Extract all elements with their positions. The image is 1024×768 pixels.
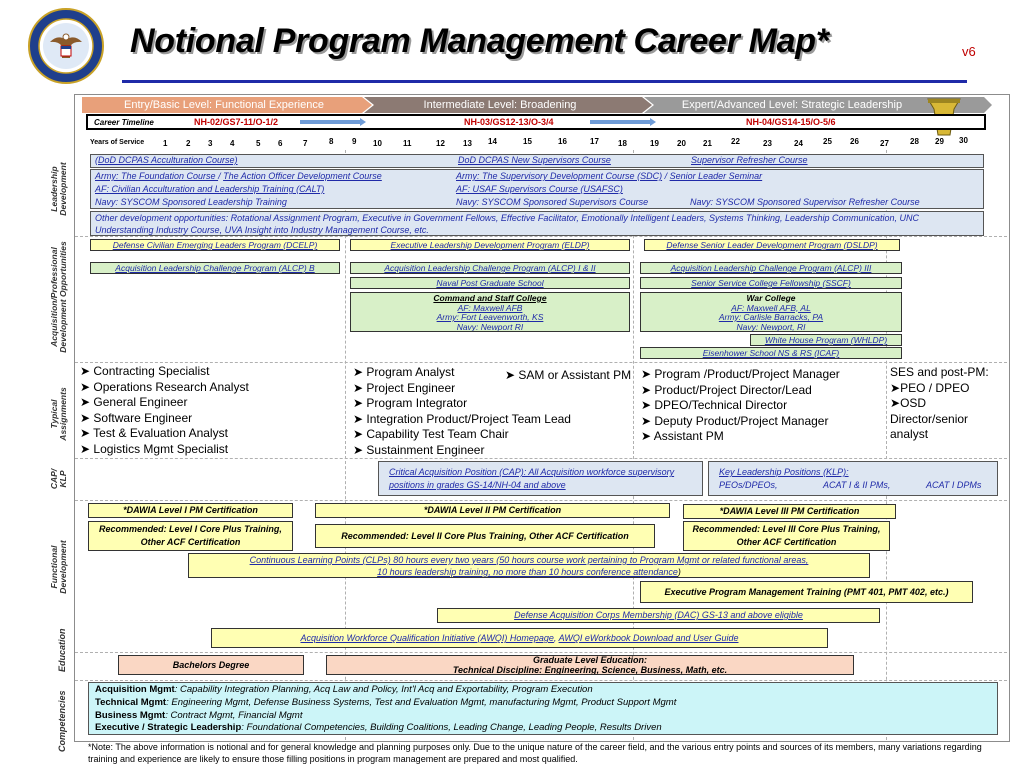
alcp-i-ii-link[interactable]: Acquisition Leadership Challenge Program (ALCP) I & II [350,262,630,274]
dawia-level2: *DAWIA Level II PM Certification [315,503,670,518]
year-23: 23 [763,139,772,148]
csc-title: Command and Staff College [433,293,547,303]
year-15: 15 [523,137,532,146]
year-3: 3 [208,139,213,148]
csc-army-link[interactable]: Army: Fort Leavenworth, KS [436,312,544,322]
career-timeline-label: Career Timeline [94,118,154,127]
year-11: 11 [403,139,412,148]
phase-expert: Expert/Advanced Level: Strategic Leadership [681,99,903,111]
cap-link[interactable]: Critical Acquisition Position (CAP): All Acquisition workforce supervisory positions in grades GS-14/NH-04 and above [378,461,703,496]
npgs-link[interactable]: Naval Post Graduate School [350,277,630,289]
assignment-item: ➤ Operations Research Analyst [80,379,249,394]
graduate-title: Graduate Level Education: [532,655,648,665]
grid-divider-h6 [75,680,1007,681]
year-21: 21 [703,139,712,148]
assignment-item: ➤ Contracting Specialist [80,364,210,378]
clp-line1[interactable]: Continuous Learning Points (CLPs) 80 hours every two years (50 hours course work pertaining to Program Mgmt or related functional areas, [249,555,809,565]
whldp-link[interactable]: White House Program (WHLDP) [750,334,902,346]
assignment-item: ➤ Capability Test Team Chair [353,427,509,441]
year-9: 9 [352,137,357,146]
year-26: 26 [850,137,859,146]
year-17: 17 [590,137,599,146]
grid-divider-h3 [75,458,1007,459]
af-usafsc-link[interactable]: AF: USAF Supervisors Course (USAFSC) [456,184,623,194]
af-calt-link[interactable]: AF: Civilian Acculturation and Leadership Training (CALT) [95,184,325,194]
assignment-item: ➤ Test & Evaluation Analyst [80,426,228,440]
navy-refresher-course: Navy: SYSCOM Sponsored Supervisor Refresher Course [690,197,920,207]
alcp-b-link[interactable]: Acquisition Leadership Challenge Program (ALCP) B [90,262,340,274]
awqi-box: Acquisition Workforce Qualification Initiative (AWQI) Homepage, AWQI eWorkbook Download and User Guide [211,628,828,648]
year-12: 12 [436,139,445,148]
assignment-sam: ➤ SAM or Assistant PM [505,368,632,382]
sscf-link[interactable]: Senior Service College Fellowship (SSCF) [640,277,902,289]
grid-divider-h1 [75,236,1007,237]
year-1: 1 [163,139,168,148]
year-27: 27 [880,139,889,148]
army-action-officer-link[interactable]: The Action Officer Development Course [223,171,382,181]
year-5: 5 [256,139,261,148]
year-2: 2 [186,139,191,148]
year-7: 7 [303,139,308,148]
year-18: 18 [618,139,627,148]
icaf-link[interactable]: Eisenhower School NS & RS (ICAF) [640,347,902,359]
assignments-entry-list [80,364,249,457]
executive-pm-training: Executive Program Management Training (PMT 401, PMT 402, etc.) [640,581,973,603]
grade-expert: NH-04/GS14-15/O-5/6 [746,117,836,127]
year-28: 28 [910,137,919,146]
assignment-item: ➤ Product/Project Director/Lead [641,382,812,397]
graduate-education-box [326,655,854,675]
wc-army-link[interactable]: Army: Carlisle Barracks, PA [718,312,824,322]
wc-title: War College [746,293,796,303]
graduate-detail: Technical Discipline: Engineering, Science, Business, Math, etc. [452,664,728,675]
assignment-item: ➤ Assistant PM [641,429,724,443]
dod-seal-logo [28,8,104,84]
recommended-level3: Recommended: Level III Core Plus Training, Other ACF Certification [683,521,890,551]
footnote: *Note: The above information is notional and for general knowledge and planning purposes only. Due to the unique nature of the career field, and the various entry points and sources of its members, many variations regarding training and experience are likely to ensure those filling positions in program management are prepared and most qualified. [88,742,982,764]
wc-navy-link[interactable]: Navy: Newport, RI [736,321,806,332]
recommended-level2: Recommended: Level II Core Plus Training, Other ACF Certification [315,524,655,548]
year-24: 24 [794,139,803,148]
clp-line2[interactable]: 10 hours leadership training, no more than 10 hours conference attendance [377,567,678,577]
page-title: Notional Program Management Career Map* [130,22,829,60]
year-8: 8 [329,137,334,146]
grade-intermediate: NH-03/GS12-13/O-3/4 [464,117,554,127]
assignment-item: ➤ Program Analyst [353,365,455,379]
klp-acat-pms: ACAT I & II PMs, [823,480,891,490]
dcelp-link[interactable]: Defense Civilian Emerging Leaders Program (DCELP) [90,239,340,251]
dsldp-link[interactable]: Defense Senior Leader Development Program (DSLDP) [644,239,900,251]
assignment-item: ➤ Project Engineer [353,380,456,395]
competency-acquisition-mgmt: Acquisition Mgmt: Capability Integration Planning, Acq Law and Policy, Int'l Acq and Exportability, Program Execution [95,684,593,695]
recommended-level1: Recommended: Level I Core Plus Training, Other ACF Certification [88,521,293,551]
phase-intermediate: Intermediate Level: Broadening [423,99,577,111]
competency-technical-mgmt: Technical Mgmt: Engineering Mgmt, Defense Business Systems, Test and Evaluation Mgmt, manufacturing Mgmt, Product Support Mgmt [95,696,677,708]
bachelors-degree: Bachelors Degree [118,655,304,675]
year-22: 22 [731,137,740,146]
command-staff-college-box [350,292,630,332]
grid-divider-h5 [75,652,1007,653]
assignments-expert-list [641,367,840,445]
navy-leadership-training: Navy: SYSCOM Sponsored Leadership Training [95,197,287,207]
wc-af-link[interactable]: AF: Maxwell AFB, AL [731,302,811,313]
competency-executive-leadership: Executive / Strategic Leadership: Foundational Competencies, Building Coalitions, Leading Change, Leading People, Results Driven [95,722,662,734]
year-16: 16 [558,137,567,146]
other-development-text: Other development opportunities: Rotational Assignment Program, Executive in Government Fellows, Effective Facilitator, Emotionally Intelligent Leaders, Systems Thinking, Leadership Communication, UNC Understanding Industry Course, UVA Insight into Industry Management Course, etc. [95,213,920,235]
dcpas-new-supervisors-link[interactable]: DoD DCPAS New Supervisors Course [458,155,611,165]
assignment-item: ➤ Software Engineer [80,410,193,425]
year-30: 30 [959,136,968,145]
year-10: 10 [373,139,382,148]
other-development-box [90,211,984,236]
clp-box: Continuous Learning Points (CLPs) 80 hours every two years (50 hours course work pertaining to Program Mgmt or related functional areas, 10 hours leadership training, no more than 10 hours conference attendance) [188,553,870,578]
alcp-iii-link[interactable]: Acquisition Leadership Challenge Program (ALCP) III [640,262,902,274]
assignment-item: ➤ Program Integrator [353,396,468,410]
ses-title: SES and post-PM: [890,365,989,379]
dawia-level3: *DAWIA Level III PM Certification [683,504,896,519]
eldp-link[interactable]: Executive Leadership Development Program (ELDP) [350,239,630,251]
grid-divider-h4 [75,500,1007,501]
assignment-item: ➤ Sustainment Engineer [353,442,485,457]
war-college-box [640,292,902,332]
dcpas-acculturation-link[interactable]: (DoD DCPAS Acculturation Course) [95,155,238,165]
grid-divider-h2 [75,362,1007,363]
csc-af-link[interactable]: AF: Maxwell AFB [457,302,523,313]
supervisor-refresher-link[interactable]: Supervisor Refresher Course [691,155,808,165]
army-senior-leader-link[interactable]: Senior Leader Seminar [669,171,763,181]
assignment-item: ➤OSD Director/senior analyst [890,396,969,441]
assignment-item: ➤ Integration Product/Project Team Lead [353,411,571,426]
csc-navy-link[interactable]: Navy: Newport RI [456,321,524,332]
army-foundation-link[interactable]: Army: The Foundation Course [95,171,219,181]
grade-entry: NH-02/GS7-11/O-1/2 [194,117,279,127]
klp-title: Key Leadership Positions (KLP): [719,467,849,477]
assignment-item: ➤ Program /Product/Project Manager [641,367,840,381]
years-of-service-label: Years of Service [90,139,145,146]
year-19: 19 [650,139,659,148]
navy-supervisors-course: Navy: SYSCOM Sponsored Supervisors Course [456,197,649,207]
army-sdc-link[interactable]: Army: The Supervisory Development Course (SDC) [456,171,663,181]
assignment-item: ➤ Deputy Product/Project Manager [641,413,829,428]
klp-box [708,461,998,496]
dawia-level1: *DAWIA Level I PM Certification [88,503,293,518]
awqi-workbook-link[interactable]: AWQI eWorkbook Download and User Guide [558,633,739,643]
year-4: 4 [230,139,235,148]
klp-acat-dpms: ACAT I DPMs [926,480,982,490]
version-label: v6 [962,44,976,59]
year-13: 13 [463,139,472,148]
timeline-arrows [300,118,720,126]
assignments-ses-list [890,365,1006,443]
phase-entry: Entry/Basic Level: Functional Experience [124,99,324,111]
assignment-item: ➤ DPEO/Technical Director [641,398,788,412]
title-rule [122,80,967,83]
year-20: 20 [677,139,686,148]
competency-business-mgmt: Business Mgmt: Contract Mgmt, Financial Mgmt [95,709,303,721]
year-14: 14 [488,137,497,146]
awqi-homepage-link[interactable]: Acquisition Workforce Qualification Initiative (AWQI) Homepage [300,633,554,643]
klp-peos: PEOs/DPEOs, [719,480,778,490]
assignment-item: ➤ General Engineer [80,395,188,409]
year-6: 6 [278,139,283,148]
year-25: 25 [823,137,832,146]
year-29: 29 [935,137,944,146]
dac-membership-link[interactable]: Defense Acquisition Corps Membership (DAC) GS-13 and above eligible [437,608,880,623]
assignment-item: ➤PEO / DPEO [890,380,970,395]
competencies-box [88,682,998,735]
assignment-item: ➤ Logistics Mgmt Specialist [80,441,229,456]
